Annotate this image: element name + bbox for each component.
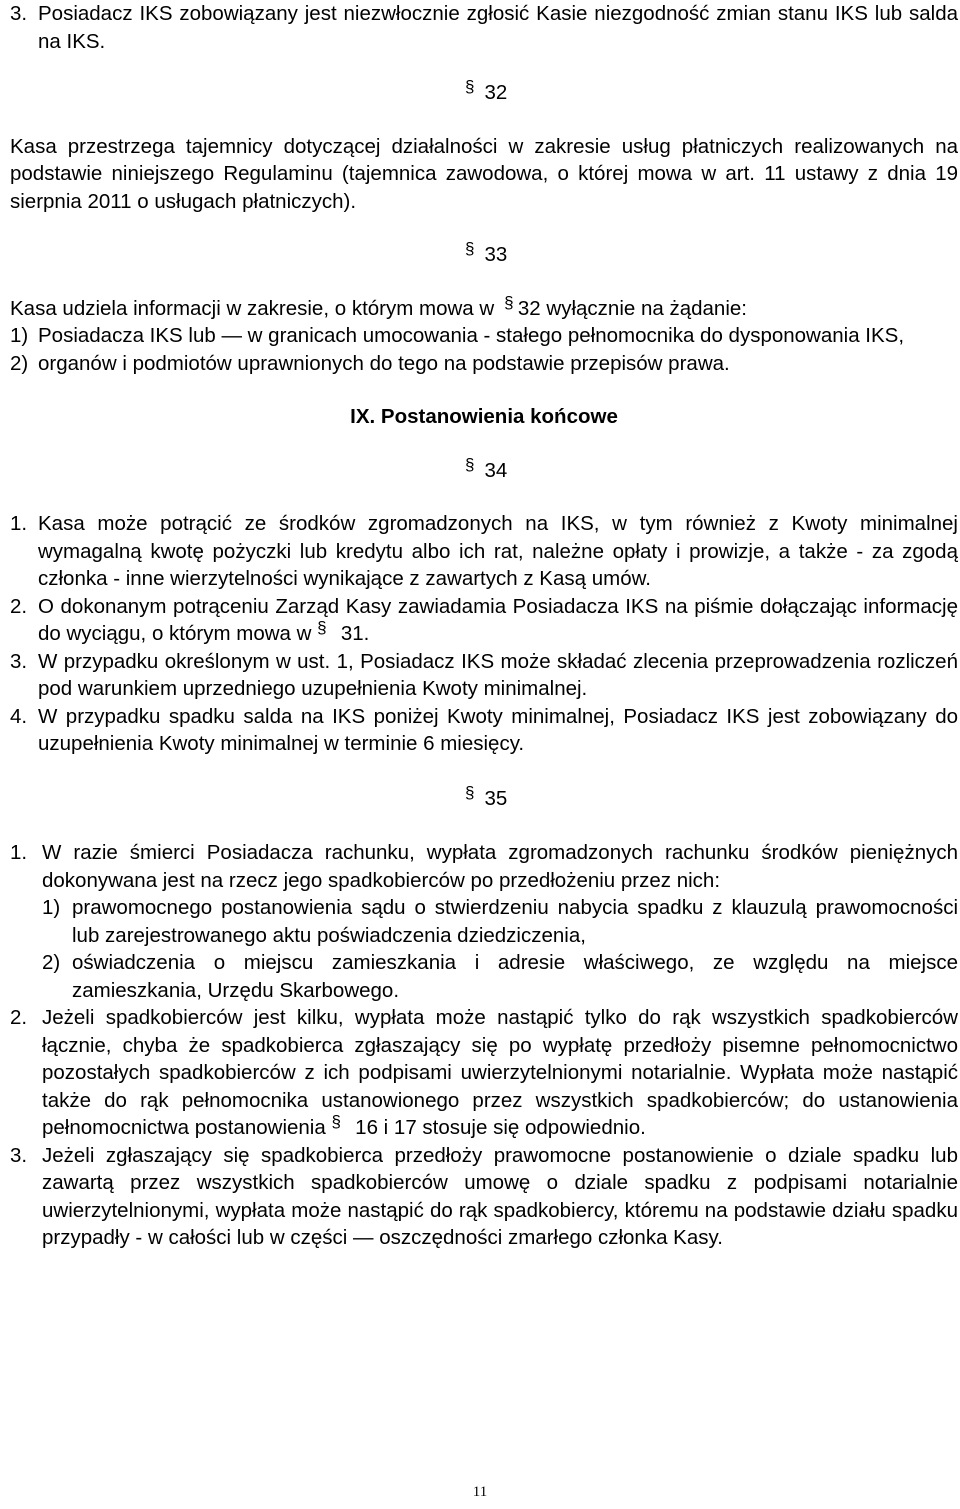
item-text: Posiadacza IKS lub — w granicach umocowania - stałego pełnomocnika do dysponowania IKS, bbox=[38, 324, 905, 347]
item-text: W przypadku spadku salda na IKS poniżej Kwoty minimalnej, Posiadacz IKS jest zobowiązany do uzupełnienia Kwoty minimalnej w terminie 6 miesięcy. bbox=[38, 704, 958, 755]
item-number: 3. bbox=[10, 2, 28, 25]
item-number: 2. bbox=[10, 594, 28, 618]
intro-item-3 bbox=[10, 0, 958, 55]
section-34-item-4 bbox=[10, 703, 958, 758]
item-text: Kasa może potrącić ze środków zgromadzonych na IKS, w tym również z Kwoty minimalnej wymagalną kwotę pożyczki lub kredytu albo ich rat, należne opłaty i prowizje, a także - za zgodą członka - inne wierzytelności wynikające z zawartych z Kasą umów. bbox=[38, 512, 958, 590]
subitem-number: 2) bbox=[42, 951, 61, 974]
page-number: 11 bbox=[472, 1484, 488, 1500]
item-number: 4. bbox=[10, 704, 28, 728]
item-number: 2. bbox=[10, 1006, 28, 1029]
item-text: O dokonanym potrąceniu Zarząd Kasy zawiadamia Posiadacza IKS na piśmie dołączając informację do wyciągu, o którym mowa w § 31. bbox=[38, 594, 958, 645]
section-33-item-1 bbox=[10, 322, 958, 350]
section-33-lead: Kasa udziela informacji w zakresie, o którym mowa w § 32 wyłącznie na żądanie: bbox=[10, 292, 747, 320]
section-symbol-icon: § bbox=[465, 239, 475, 258]
item-number: 1. bbox=[10, 841, 28, 864]
subitem-number: 1) bbox=[42, 896, 61, 919]
section-symbol-icon: § bbox=[465, 782, 475, 802]
item-text: W razie śmierci Posiadacza rachunku, wypłata zgromadzonych rachunku środków pieniężnych dokonywana jest na rzecz jego spadkobierców po przedłożeniu przez nich: bbox=[42, 841, 958, 892]
item-number: 2) bbox=[10, 351, 29, 375]
section-heading-35 bbox=[10, 782, 958, 813]
section-number: 34 bbox=[484, 458, 508, 482]
section-number: 33 bbox=[484, 243, 508, 266]
section-symbol-icon: § bbox=[317, 618, 327, 637]
item-text: W przypadku określonym w ust. 1, Posiadacz IKS może składać zlecenia przeprowadzenia rozliczeń pod warunkiem uprzedniego uzupełnienia Kwoty minimalnej. bbox=[38, 649, 958, 700]
chapter-title: IX. Postanowienia końcowe bbox=[350, 405, 618, 428]
section-34-item-2 bbox=[10, 593, 958, 648]
section-heading-34 bbox=[10, 454, 958, 485]
subitem-text: oświadczenia o miejscu zamieszkania i adresie właściwego, ze względu na miejsce zamieszkania, Urzędu Skarbowego. bbox=[72, 951, 958, 1002]
section-35-subitem-2 bbox=[42, 949, 958, 1004]
item-text: Jeżeli zgłaszający się spadkobierca przedłoży prawomocne postanowienie o dziale spadku lub zawartą przez wszystkich spadkobierców umowę o dziale spadku z podpisami notarialnie uwierzytelnionymi, wypłata może nastąpić do rąk spadkobiercy, któremu na podstawie działu spadku przypadły - w całości lub w części — oszczędności zmarłego członka Kasy. bbox=[42, 1143, 958, 1249]
section-34-item-1 bbox=[10, 510, 958, 593]
section-34-item-3 bbox=[10, 648, 958, 703]
section-heading-33 bbox=[10, 241, 958, 269]
section-number: 35 bbox=[484, 786, 508, 810]
section-35-item-3 bbox=[10, 1142, 958, 1252]
section-symbol-icon: § bbox=[465, 454, 475, 474]
section-35-item-1 bbox=[10, 839, 958, 1004]
item-text: Jeżeli spadkobierców jest kilku, wypłata może nastąpić tylko do rąk wszystkich spadkobierców łącznie, chyba że spadkobierca zgłaszający się po wypłatę przedłoży pisemne pełnomocnictwo pozostałych spadkobierców z ich podpisami uwierzytelnionymi notarialnie. Wypłata może nastąpić także do rąk pełnomocnika ustanowionego przez wszystkich spadkobierców; do ustanowienia pełnomocnictwa postanowienia § 16 i 17 stosuje się odpowiednio. bbox=[42, 1006, 958, 1139]
section-symbol-icon: § bbox=[331, 1112, 341, 1131]
section-35-subitem-1 bbox=[42, 894, 958, 949]
section-32-text: Kasa przestrzega tajemnicy dotyczącej działalności w zakresie usług płatniczych realizowanych na podstawie niniejszego Regulaminu (tajemnica zawodowa, o której mowa w art. 11 ustawy z dnia 19 sierpnia 2011 o usługach płatniczych). bbox=[10, 134, 958, 213]
subitem-text: prawomocnego postanowienia sądu o stwierdzeniu nabycia spadku z klauzulą prawomocności lub zarejestrowanego aktu poświadczenia dziedziczenia, bbox=[72, 896, 958, 947]
section-35-item-2 bbox=[10, 1004, 958, 1142]
section-symbol-icon: § bbox=[504, 292, 514, 312]
document-page bbox=[10, 0, 958, 1252]
section-heading-32 bbox=[10, 79, 958, 107]
item-text: Posiadacz IKS zobowiązany jest niezwłocznie zgłosić Kasie niezgodność zmian stanu IKS lub salda na IKS. bbox=[38, 2, 958, 53]
item-number: 3. bbox=[10, 1143, 28, 1167]
item-text: organów i podmiotów uprawnionych do tego na podstawie przepisów prawa. bbox=[38, 351, 730, 375]
item-number: 1. bbox=[10, 512, 28, 535]
item-number: 1) bbox=[10, 324, 29, 347]
section-number: 32 bbox=[484, 81, 508, 104]
item-number: 3. bbox=[10, 649, 28, 673]
section-symbol-icon: § bbox=[465, 77, 475, 96]
section-33-item-2 bbox=[10, 350, 958, 378]
